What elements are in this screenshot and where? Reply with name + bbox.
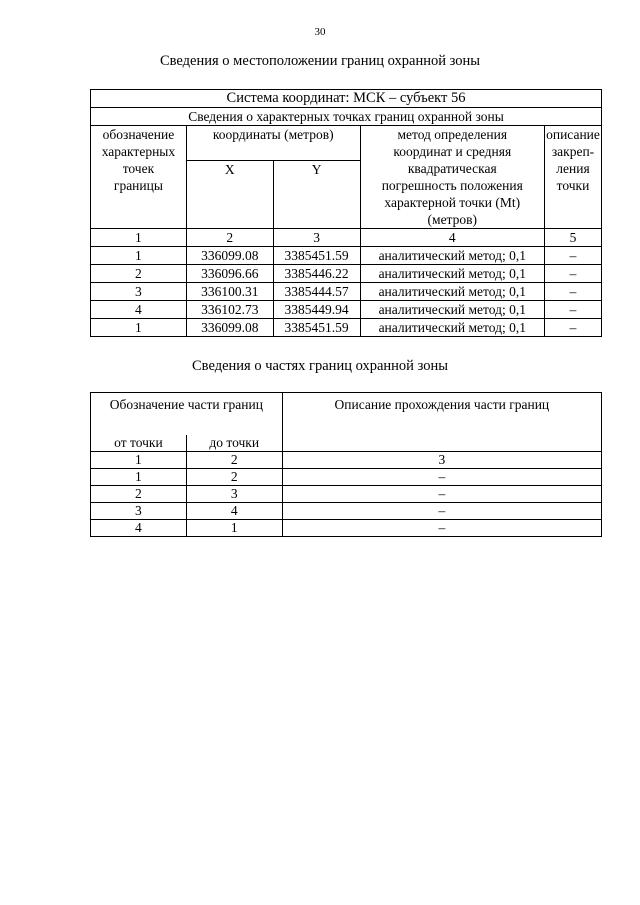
column-number: 1 <box>91 452 187 469</box>
header-description: описание закреп- ления точки <box>544 126 601 229</box>
from-point: 1 <box>91 469 187 486</box>
section2-title: Сведения о частях границ охранной зоны <box>192 358 448 374</box>
from-point: 2 <box>91 486 187 503</box>
x-value: 336099.08 <box>186 319 273 337</box>
boundary-parts-table <box>90 392 602 537</box>
to-point: 3 <box>186 486 282 503</box>
from-point: 4 <box>91 520 187 537</box>
table-row <box>91 469 602 486</box>
table-row <box>91 301 602 319</box>
column-number: 4 <box>360 229 544 247</box>
description-value: – <box>544 265 601 283</box>
part-description: – <box>282 469 601 486</box>
table-row <box>91 503 602 520</box>
method-value: аналитический метод; 0,1 <box>360 319 544 337</box>
column-number: 3 <box>273 229 360 247</box>
column-number: 3 <box>282 452 601 469</box>
section1-title: Сведения о местоположении границ охранной зоны <box>159 53 480 69</box>
from-point: 3 <box>91 503 187 520</box>
part-description: – <box>282 503 601 520</box>
table-row <box>91 319 602 337</box>
column-number-row <box>91 452 602 469</box>
header-to-point: до точки <box>186 435 282 452</box>
header-part: Обозначение части границ <box>91 393 283 436</box>
description-value: – <box>544 283 601 301</box>
table-row <box>91 520 602 537</box>
method-value: аналитический метод; 0,1 <box>360 283 544 301</box>
x-value: 336100.31 <box>186 283 273 301</box>
to-point: 2 <box>186 469 282 486</box>
column-number: 1 <box>91 229 187 247</box>
column-number: 2 <box>186 452 282 469</box>
method-value: аналитический метод; 0,1 <box>360 247 544 265</box>
column-number-row <box>91 229 602 247</box>
table-row <box>91 486 602 503</box>
y-value: 3385451.59 <box>273 319 360 337</box>
table-row <box>91 265 602 283</box>
to-point: 4 <box>186 503 282 520</box>
table-row <box>91 247 602 265</box>
header-part-description: Описание прохождения части границ <box>282 393 601 452</box>
point-number: 1 <box>91 319 187 337</box>
y-value: 3385446.22 <box>273 265 360 283</box>
table-row <box>91 283 602 301</box>
header-coordinates: координаты (метров) <box>186 126 360 161</box>
description-value: – <box>544 247 601 265</box>
point-number: 4 <box>91 301 187 319</box>
part-description: – <box>282 486 601 503</box>
part-description: – <box>282 520 601 537</box>
header-point: обозначение характерных точек границы <box>91 126 187 229</box>
y-value: 3385451.59 <box>273 247 360 265</box>
x-value: 336102.73 <box>186 301 273 319</box>
point-number: 2 <box>91 265 187 283</box>
page-number: 30 <box>314 26 326 38</box>
header-from-point: от точки <box>91 435 187 452</box>
x-value: 336099.08 <box>186 247 273 265</box>
points-subtitle: Сведения о характерных точках границ охранной зоны <box>91 108 602 126</box>
header-method: метод определения координат и средняя квадратическая погрешность положения характерной точки (Mt) (метров) <box>360 126 544 229</box>
method-value: аналитический метод; 0,1 <box>360 265 544 283</box>
header-y: Y <box>273 161 360 229</box>
boundary-points-table <box>90 89 602 337</box>
point-number: 1 <box>91 247 187 265</box>
y-value: 3385449.94 <box>273 301 360 319</box>
y-value: 3385444.57 <box>273 283 360 301</box>
point-number: 3 <box>91 283 187 301</box>
description-value: – <box>544 301 601 319</box>
description-value: – <box>544 319 601 337</box>
to-point: 1 <box>186 520 282 537</box>
coordinate-system: Система координат: МСК – субъект 56 <box>91 90 602 108</box>
column-number: 5 <box>544 229 601 247</box>
column-number: 2 <box>186 229 273 247</box>
x-value: 336096.66 <box>186 265 273 283</box>
header-x: X <box>186 161 273 229</box>
method-value: аналитический метод; 0,1 <box>360 301 544 319</box>
